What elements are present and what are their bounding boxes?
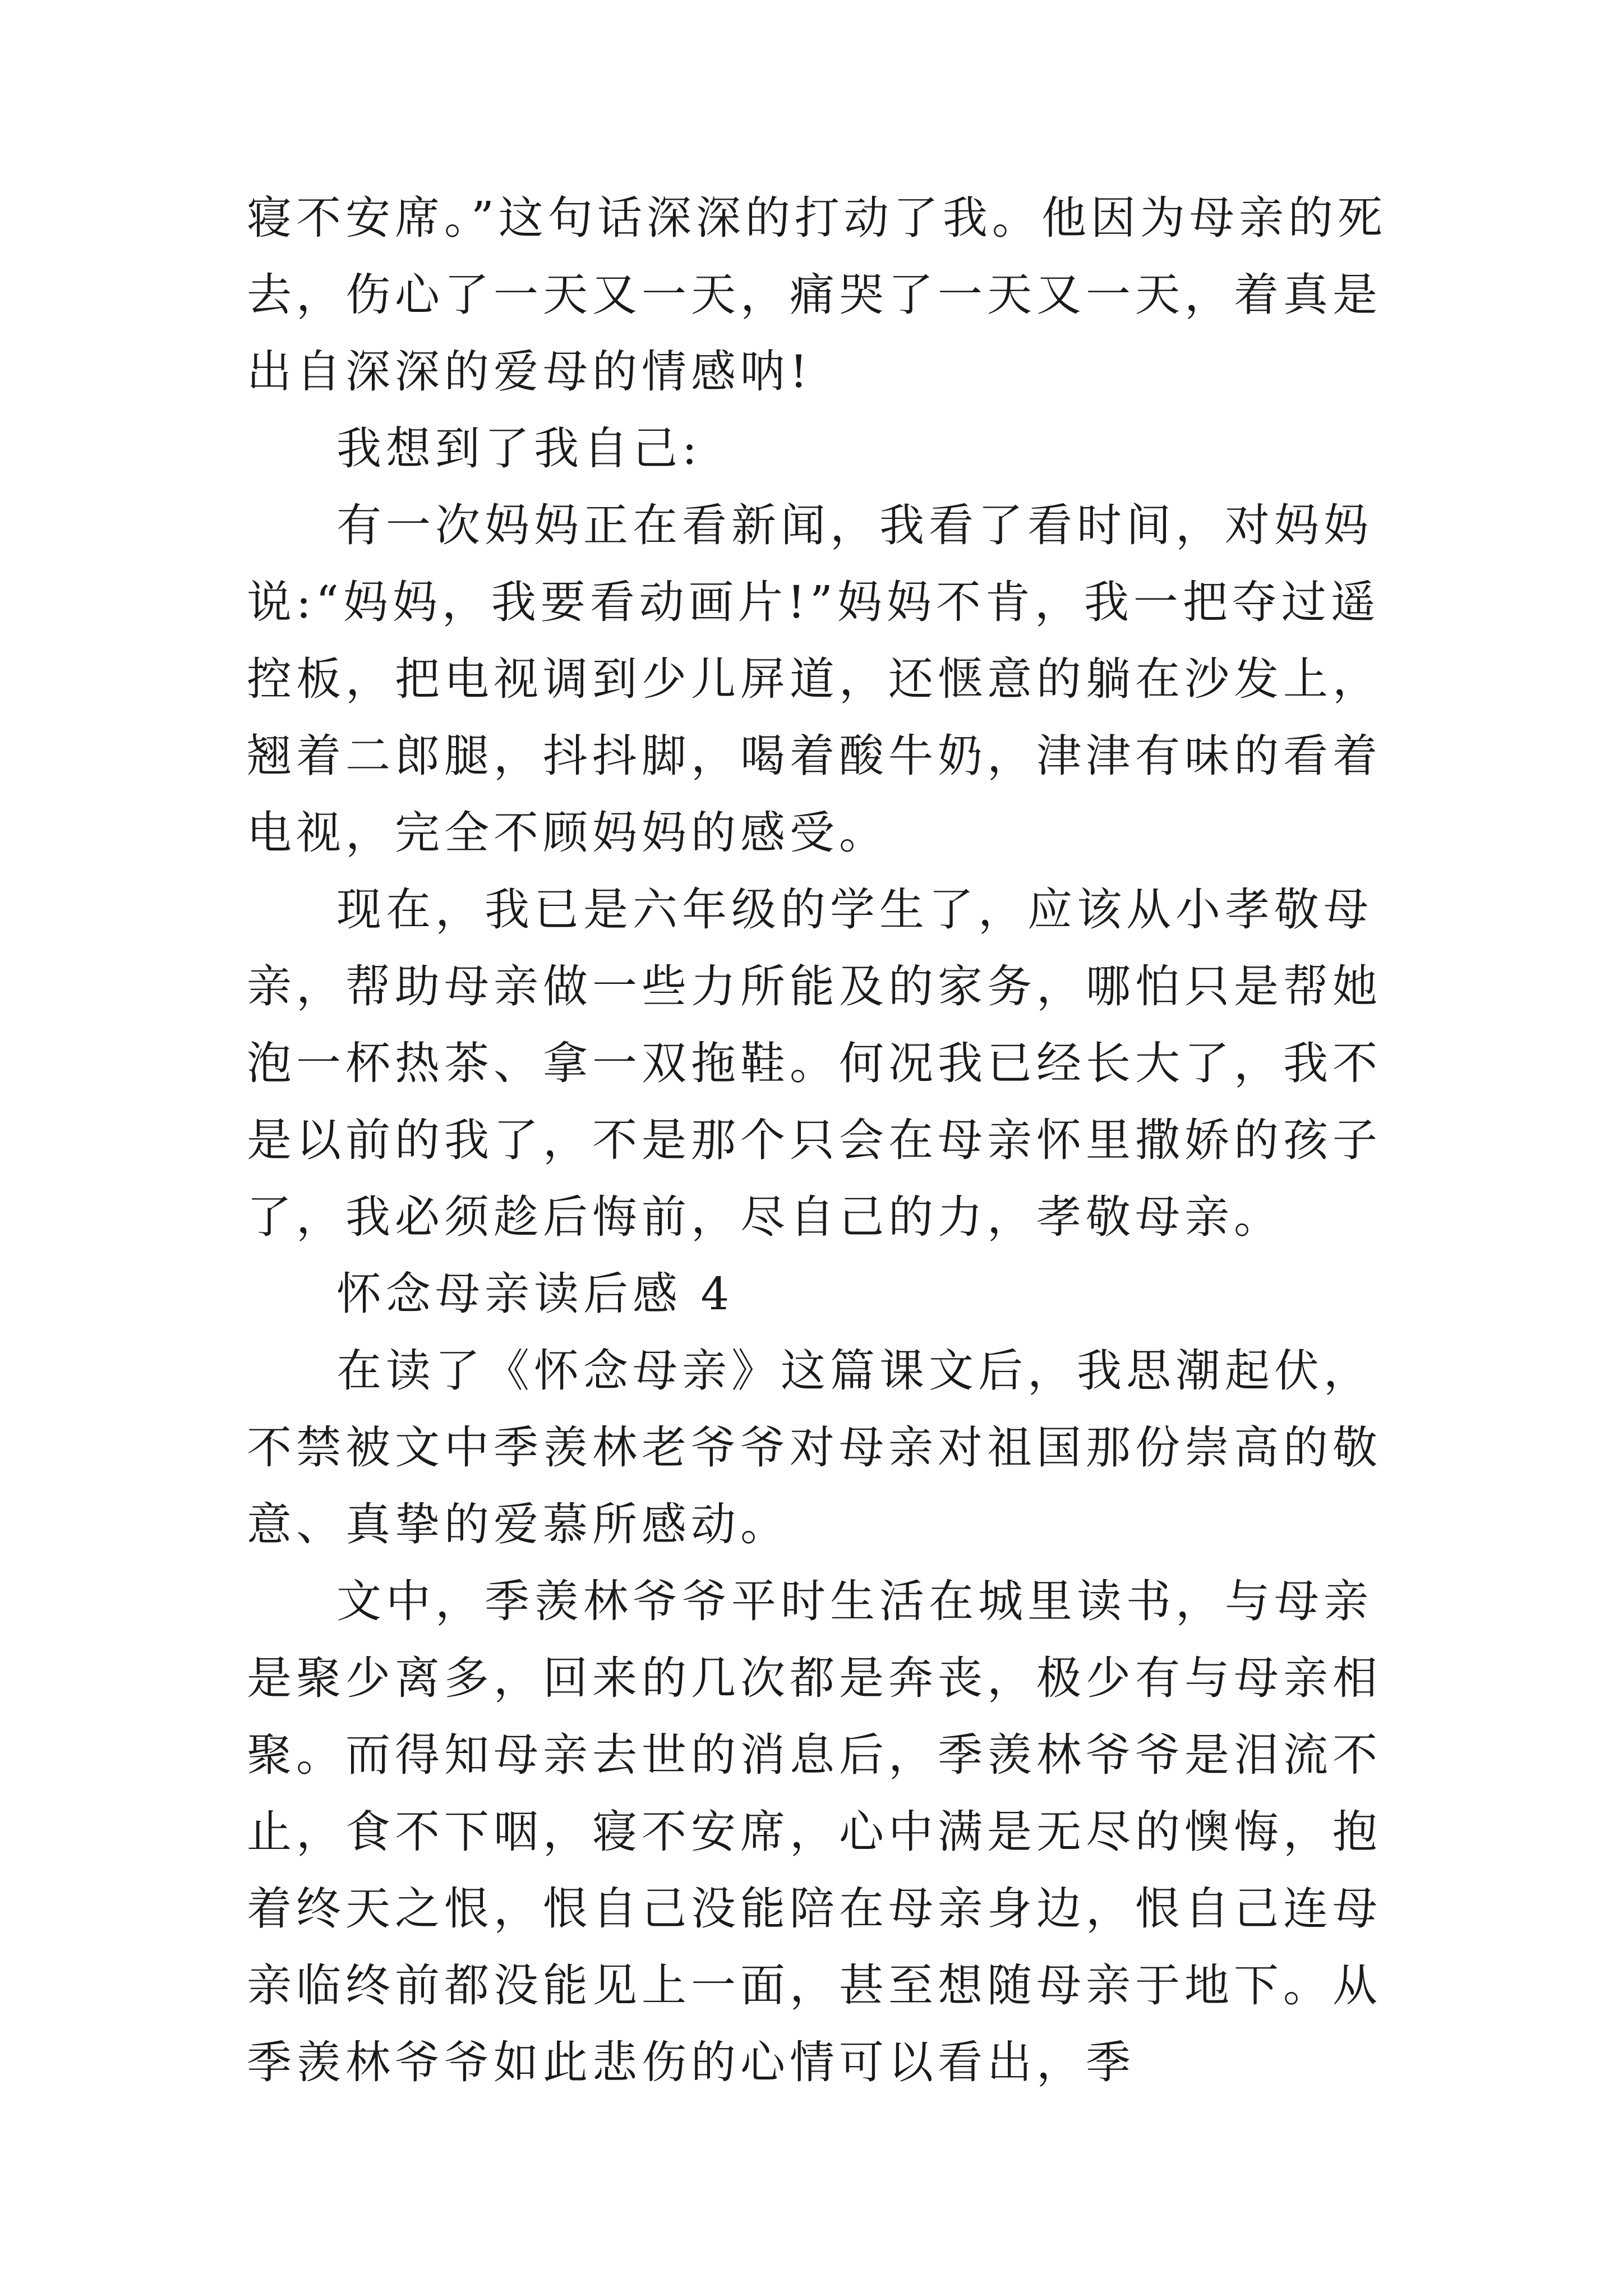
section-heading: 怀念母亲读后感 4 bbox=[336, 1268, 734, 1320]
paragraph-1: 寝不安席。”这句话深深的打动了我。他因为母亲的死去，伤心了一天又一天，痛哭了一天又一天，着真是出自深深的爱母的情感呐! bbox=[247, 192, 1387, 398]
paragraph-5: 在读了《怀念母亲》这篇课文后，我思潮起伏，不禁被文中季羡林老爷爷对母亲对祖国那份崇高的敬意、真挚的爱慕所感动。 bbox=[247, 1345, 1382, 1550]
document-body bbox=[247, 180, 1396, 2101]
paragraph-6: 文中，季羡林爷爷平时生活在城里读书，与母亲是聚少离多，回来的几次都是奔丧，极少有与母亲相聚。而得知母亲去世的消息后，季羡林爷爷是泪流不止，食不下咽，寝不安席，心中满是无尽的懊悔，抱着终天之恨，恨自己没能陪在母亲身边，恨自己连母亲临终前都没能见上一面，甚至想随母亲于地下。从季羡林爷爷如此悲伤的心情可以看出，季 bbox=[247, 1575, 1382, 2088]
paragraph-3: 有一次妈妈正在看新闻，我看了看时间，对妈妈说:“妈妈，我要看动画片!”妈妈不肯，我一把夺过遥控板，把电视调到少儿屏道，还惬意的躺在沙发上，翘着二郎腿，抖抖脚，喝着酸牛奶，津津有味的看着电视，完全不顾妈妈的感受。 bbox=[247, 499, 1382, 859]
paragraph-2: 我想到了我自己: bbox=[336, 422, 702, 475]
paragraph-4: 现在，我已是六年级的学生了，应该从小孝敬母亲，帮助母亲做一些力所能及的家务，哪怕只是帮她泡一杯热茶、拿一双拖鞋。何况我已经长大了，我不是以前的我了，不是那个只会在母亲怀里撒娇的孩子了，我必须趁后悔前，尽自己的力，孝敬母亲。 bbox=[247, 884, 1382, 1243]
